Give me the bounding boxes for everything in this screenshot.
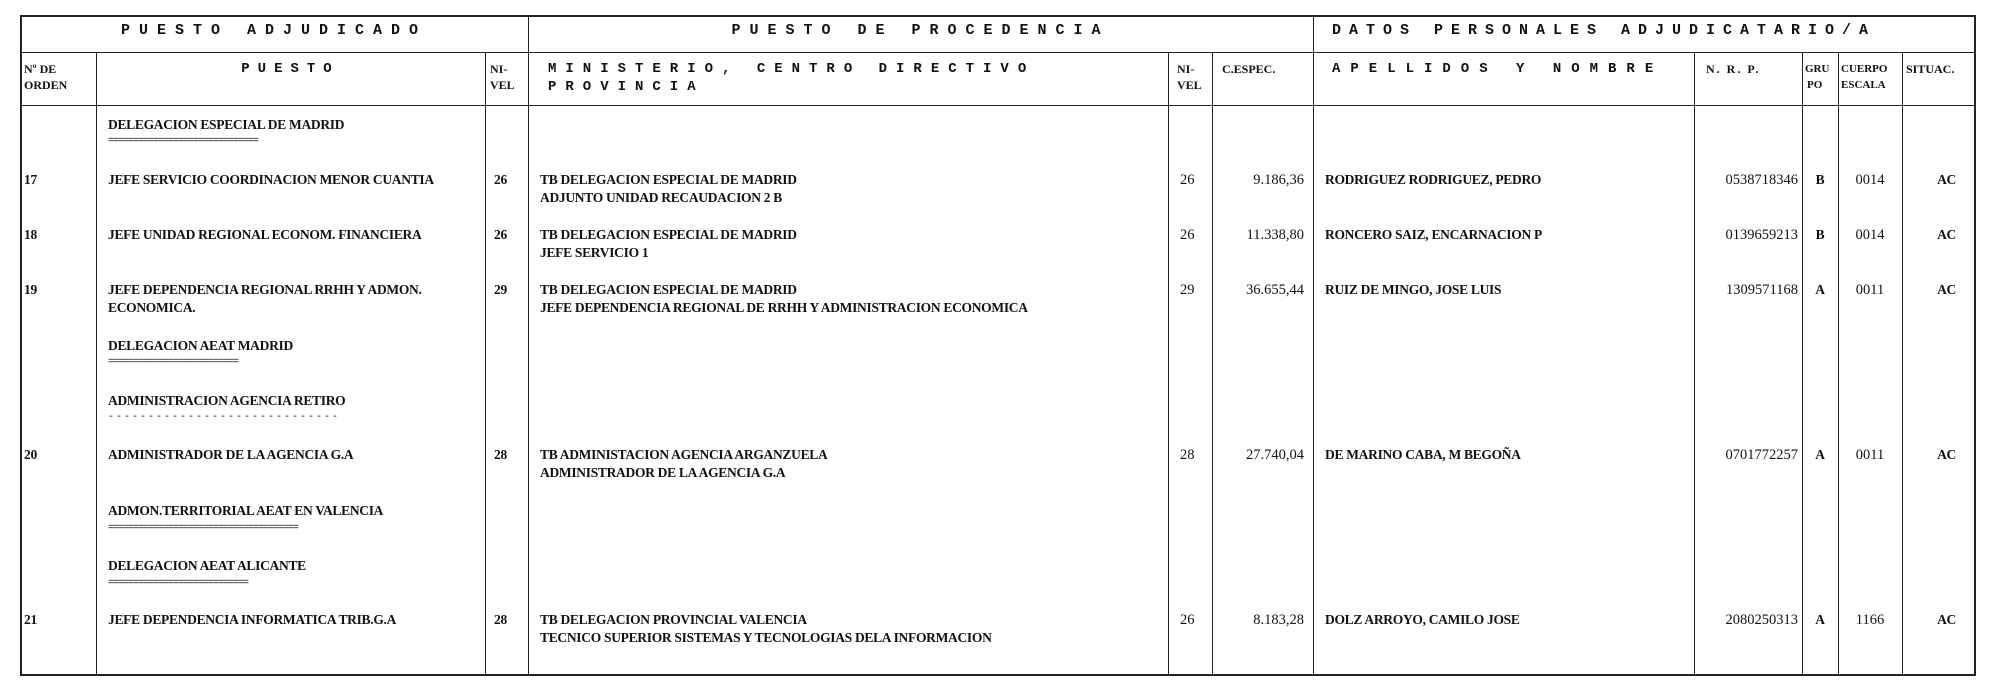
row-21-grupo: A xyxy=(1815,612,1825,627)
section-underline: ====================================== xyxy=(108,523,299,534)
col-divider-cuerpo xyxy=(1902,52,1903,676)
col-header-nrp: N. R. P. xyxy=(1706,62,1761,76)
col-divider-nivel-proc xyxy=(1212,52,1213,676)
col-header-nivel-proc-line2: VEL xyxy=(1177,78,1202,92)
col-header-grupo-line2: PO xyxy=(1807,79,1823,91)
col-divider-nrp xyxy=(1802,52,1803,676)
row-17-nivel-proc: 26 xyxy=(1180,172,1195,188)
row-21-situac: AC xyxy=(1937,612,1956,627)
row-21-nivel: 28 xyxy=(494,612,507,627)
col-divider-ministerio xyxy=(1168,52,1169,676)
col-header-ministerio-line2: PROVINCIA xyxy=(548,79,705,95)
row-17-situac: AC xyxy=(1937,172,1956,187)
row-18-situac: AC xyxy=(1937,227,1956,242)
row-18-ministerio-line2: JEFE SERVICIO 1 xyxy=(540,245,649,260)
group-header-divider xyxy=(20,52,1976,53)
col-header-cuerpo-line1: CUERPO xyxy=(1841,63,1888,75)
row-21-nrp: 2080250313 xyxy=(1725,612,1798,628)
row-19-cuerpo: 0011 xyxy=(1855,282,1885,298)
row-19-ministerio-line2: JEFE DEPENDENCIA REGIONAL DE RRHH Y ADMINISTRACION ECONOMICA xyxy=(540,300,1028,315)
row-20-nrp: 0701772257 xyxy=(1725,447,1798,463)
col-divider-orden xyxy=(96,52,97,676)
col-header-cuerpo-line2: ESCALA xyxy=(1841,79,1886,91)
row-18-nrp: 0139659213 xyxy=(1725,227,1798,243)
row-20-c-espec: 27.740,04 xyxy=(1246,447,1304,463)
row-17-cuerpo: 0014 xyxy=(1855,172,1885,188)
section-underline: ============================== xyxy=(108,136,259,147)
row-19-orden: 19 xyxy=(24,282,37,297)
row-17-grupo: B xyxy=(1815,172,1825,187)
group-header-puesto-procedencia: PUESTO DE PROCEDENCIA xyxy=(731,22,1110,39)
row-17-ministerio-line2: ADJUNTO UNIDAD RECAUDACION 2 B xyxy=(540,190,783,205)
col-divider-grupo xyxy=(1838,52,1839,676)
col-header-situac: SITUAC. xyxy=(1906,62,1955,76)
row-18-cuerpo: 0014 xyxy=(1855,227,1885,243)
col-divider-puesto xyxy=(485,52,486,676)
row-17-nivel: 26 xyxy=(494,172,507,187)
row-19-puesto-line2: ECONOMICA. xyxy=(108,300,196,315)
row-18-apellidos: RONCERO SAIZ, ENCARNACION P xyxy=(1325,227,1542,242)
row-20-ministerio: TB ADMINISTACION AGENCIA ARGANZUELA xyxy=(540,447,828,462)
row-20-situac: AC xyxy=(1937,447,1956,462)
section-title: DELEGACION ESPECIAL DE MADRID xyxy=(108,117,345,132)
row-18-orden: 18 xyxy=(24,227,37,242)
row-17-apellidos: RODRIGUEZ RODRIGUEZ, PEDRO xyxy=(1325,172,1542,187)
row-18-puesto: JEFE UNIDAD REGIONAL ECONOM. FINANCIERA xyxy=(108,227,422,242)
row-21-apellidos: DOLZ ARROYO, CAMILO JOSE xyxy=(1325,612,1520,627)
divider-adjudicado-procedencia xyxy=(528,15,529,676)
row-19-situac: AC xyxy=(1937,282,1956,297)
col-header-apellidos: APELLIDOS Y NOMBRE xyxy=(1332,61,1664,77)
row-21-puesto: JEFE DEPENDENCIA INFORMATICA TRIB.G.A xyxy=(108,612,397,627)
row-18-ministerio: TB DELEGACION ESPECIAL DE MADRID xyxy=(540,227,797,242)
row-19-nivel: 29 xyxy=(494,282,507,297)
row-21-c-espec: 8.183,28 xyxy=(1253,612,1304,628)
row-21-ministerio-line2: TECNICO SUPERIOR SISTEMAS Y TECNOLOGIAS DELA INFORMACION xyxy=(540,630,992,645)
row-21-orden: 21 xyxy=(24,612,37,627)
row-19-c-espec: 36.655,44 xyxy=(1246,282,1304,298)
col-header-c-espec: C.ESPEC. xyxy=(1222,62,1276,76)
row-17-ministerio: TB DELEGACION ESPECIAL DE MADRID xyxy=(540,172,797,187)
row-20-grupo: A xyxy=(1815,447,1825,462)
col-header-orden-line2: ORDEN xyxy=(24,78,68,92)
section-underline: ============================ xyxy=(108,578,249,589)
row-18-c-espec: 11.338,80 xyxy=(1246,227,1304,243)
row-20-nivel: 28 xyxy=(494,447,507,462)
row-19-nivel-proc: 29 xyxy=(1180,282,1195,298)
section-title: DELEGACION AEAT ALICANTE xyxy=(108,558,306,573)
row-21-ministerio: TB DELEGACION PROVINCIAL VALENCIA xyxy=(540,612,807,627)
section-title: DELEGACION AEAT MADRID xyxy=(108,338,293,353)
row-18-nivel-proc: 26 xyxy=(1180,227,1195,243)
row-18-grupo: B xyxy=(1815,227,1825,242)
section-title: ADMINISTRACION AGENCIA RETIRO xyxy=(108,393,346,408)
row-20-ministerio-line2: ADMINISTRADOR DE LA AGENCIA G.A xyxy=(540,465,786,480)
section-title: ADMON.TERRITORIAL AEAT EN VALENCIA xyxy=(108,503,384,518)
row-17-nrp: 0538718346 xyxy=(1725,172,1798,188)
row-20-orden: 20 xyxy=(24,447,37,462)
row-21-cuerpo: 1166 xyxy=(1855,612,1885,628)
row-21-nivel-proc: 26 xyxy=(1180,612,1195,628)
row-19-ministerio: TB DELEGACION ESPECIAL DE MADRID xyxy=(540,282,797,297)
row-20-cuerpo: 0011 xyxy=(1855,447,1885,463)
row-19-apellidos: RUIZ DE MINGO, JOSE LUIS xyxy=(1325,282,1502,297)
row-20-apellidos: DE MARINO CABA, M BEGOÑA xyxy=(1325,447,1521,462)
row-18-nivel: 26 xyxy=(494,227,507,242)
col-divider-apellidos xyxy=(1694,52,1695,676)
column-header-divider xyxy=(20,105,1976,106)
row-17-orden: 17 xyxy=(24,172,37,187)
adjudication-table xyxy=(20,15,1976,676)
col-header-nivel-line1: NI- xyxy=(490,62,508,76)
col-header-ministerio-line1: MINISTERIO, CENTRO DIRECTIVO xyxy=(548,61,1036,77)
group-header-puesto-adjudicado: PUESTO ADJUDICADO xyxy=(120,22,428,39)
col-header-orden-line1: Nº DE xyxy=(24,62,57,76)
row-17-puesto: JEFE SERVICIO COORDINACION MENOR CUANTIA xyxy=(108,172,434,187)
row-20-puesto: ADMINISTRADOR DE LA AGENCIA G.A xyxy=(108,447,354,462)
section-underline: ----------------------------- xyxy=(108,412,341,423)
col-header-grupo-line1: GRU xyxy=(1805,63,1830,75)
group-header-datos-personales: DATOS PERSONALES ADJUDICATARIO/A xyxy=(1332,22,1877,39)
row-19-nrp: 1309571168 xyxy=(1726,282,1798,298)
col-header-nivel-line2: VEL xyxy=(490,78,515,92)
col-header-puesto: PUESTO xyxy=(241,61,340,77)
row-20-nivel-proc: 28 xyxy=(1180,447,1195,463)
divider-procedencia-datos xyxy=(1313,15,1314,676)
section-underline: ========================== xyxy=(108,357,239,368)
row-19-puesto: JEFE DEPENDENCIA REGIONAL RRHH Y ADMON. xyxy=(108,282,422,297)
row-17-c-espec: 9.186,36 xyxy=(1253,172,1304,188)
row-19-grupo: A xyxy=(1815,282,1825,297)
col-header-nivel-proc-line1: NI- xyxy=(1177,62,1195,76)
